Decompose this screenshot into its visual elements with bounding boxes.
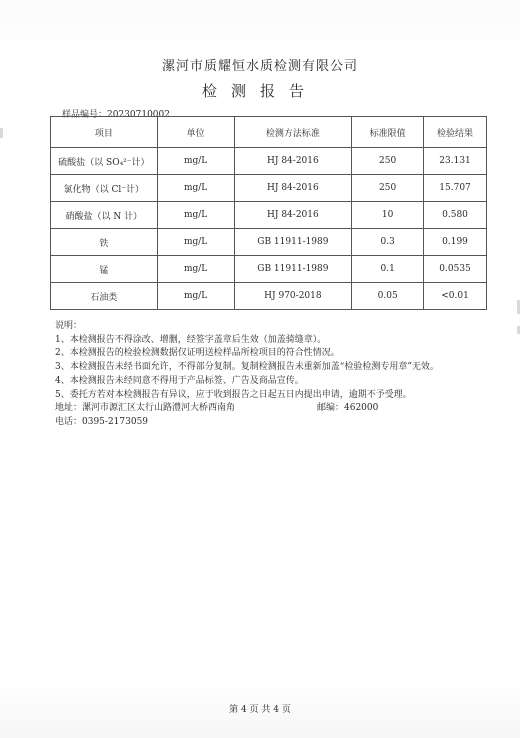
postcode: 邮编：462000 bbox=[317, 403, 379, 414]
method-cell: GB 11911-1989 bbox=[234, 256, 352, 283]
item-cell: 锰 bbox=[51, 256, 158, 283]
page-number: 第 4 页 共 4 页 bbox=[229, 705, 291, 715]
sample-number: 样品编号：20230710002 bbox=[62, 110, 170, 120]
result-cell: 0.199 bbox=[424, 229, 487, 256]
address-row bbox=[55, 402, 505, 416]
item-cell: 硫酸盐（以 SO₄²⁻计） bbox=[51, 148, 158, 175]
limit-cell: 0.1 bbox=[352, 256, 424, 283]
note-item: 1、本检测报告不得涂改、增删，经签字盖章后生效（加盖骑缝章）。 bbox=[55, 334, 327, 345]
method-cell: GB 11911-1989 bbox=[234, 229, 352, 256]
notes-heading: 说明： bbox=[55, 321, 83, 331]
table-row bbox=[51, 229, 487, 256]
item-cell: 硝酸盐（以 N 计） bbox=[51, 202, 158, 229]
table-row bbox=[51, 256, 487, 283]
header-result: 检验结果 bbox=[424, 117, 487, 148]
header-item: 项目 bbox=[51, 117, 158, 148]
table-row bbox=[51, 283, 487, 310]
table-row bbox=[51, 148, 487, 175]
notes-section bbox=[55, 320, 505, 430]
unit-cell: mg/L bbox=[157, 283, 234, 310]
results-table bbox=[50, 116, 487, 310]
item-cell: 石油类 bbox=[51, 283, 158, 310]
unit-cell: mg/L bbox=[157, 148, 234, 175]
result-cell: 0.580 bbox=[424, 202, 487, 229]
unit-cell: mg/L bbox=[157, 256, 234, 283]
item-cell: 铁 bbox=[51, 229, 158, 256]
limit-cell: 0.3 bbox=[352, 229, 424, 256]
header-limit: 标准限值 bbox=[352, 117, 424, 148]
company-name: 漯河市质耀恒水质检测有限公司 bbox=[161, 59, 358, 74]
note-item: 5、委托方若对本检测报告有异议，应于收到报告之日起五日内提出申请，逾期不予受理。 bbox=[55, 389, 412, 400]
note-item: 3、本检测报告未经书面允许，不得部分复制。复制检测报告未重新加盖“检验检测专用章”无效。 bbox=[55, 362, 439, 373]
report-title: 检测报告 bbox=[201, 82, 318, 100]
limit-cell: 10 bbox=[352, 202, 424, 229]
limit-cell: 250 bbox=[352, 175, 424, 202]
result-cell: <0.01 bbox=[424, 283, 487, 310]
table-row bbox=[51, 175, 487, 202]
method-cell: HJ 970-2018 bbox=[234, 283, 352, 310]
note-item: 4、本检测报告未经同意不得用于产品标签、广告及商品宣传。 bbox=[55, 375, 304, 386]
table-header-row bbox=[51, 117, 487, 148]
method-cell: HJ 84-2016 bbox=[234, 148, 352, 175]
item-cell: 氯化物（以 Cl⁻计） bbox=[51, 175, 158, 202]
phone: 电话：0395-2173059 bbox=[55, 416, 149, 427]
header-method: 检测方法标准 bbox=[234, 117, 352, 148]
unit-cell: mg/L bbox=[157, 202, 234, 229]
header-unit: 单位 bbox=[157, 117, 234, 148]
method-cell: HJ 84-2016 bbox=[234, 175, 352, 202]
result-cell: 23.131 bbox=[424, 148, 487, 175]
limit-cell: 0.05 bbox=[352, 283, 424, 310]
unit-cell: mg/L bbox=[157, 229, 234, 256]
result-cell: 0.0535 bbox=[424, 256, 487, 283]
unit-cell: mg/L bbox=[157, 175, 234, 202]
note-item: 2、本检测报告的检验检测数据仅证明送检样品所检项目的符合性情况。 bbox=[55, 348, 340, 359]
method-cell: HJ 84-2016 bbox=[234, 202, 352, 229]
result-cell: 15.707 bbox=[424, 175, 487, 202]
table-row bbox=[51, 202, 487, 229]
limit-cell: 250 bbox=[352, 148, 424, 175]
binding-mark bbox=[0, 128, 3, 138]
address: 地址：漯河市源汇区太行山路澧河大桥西南角 bbox=[55, 403, 236, 414]
